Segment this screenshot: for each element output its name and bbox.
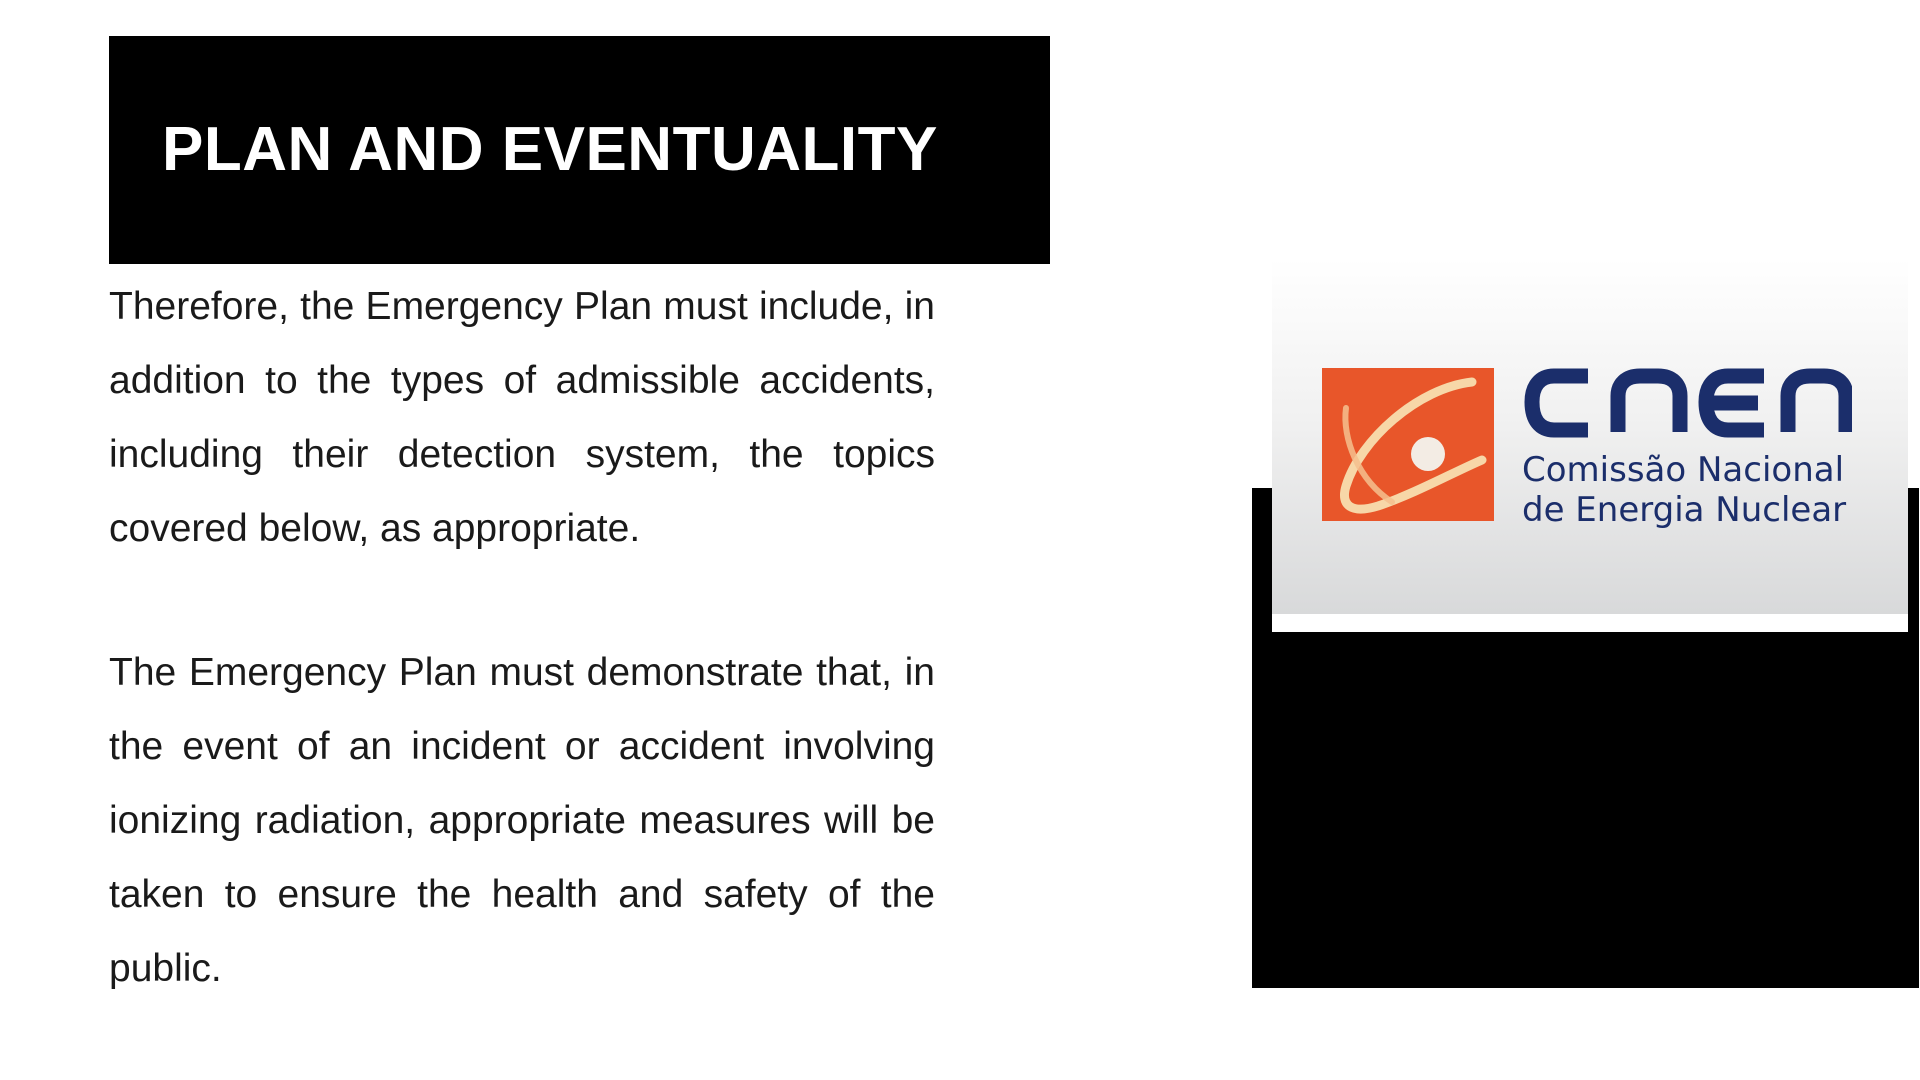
body-text [109, 270, 935, 1006]
logo-subtitle [1522, 450, 1846, 530]
logo-wordmark [1522, 356, 1852, 456]
logo-subtitle-line-2: de Energia Nuclear [1522, 490, 1847, 530]
paragraph-2: The Emergency Plan must demonstrate that, in the event of an incident or accident involving ionizing radiation, appropriate measures will be taken to ensure the health and safety of the public. [109, 651, 935, 990]
paragraph-1: Therefore, the Emergency Plan must include, in addition to the types of admissible accidents, including their detection system, the topics covered below, as appropriate. [109, 285, 935, 550]
logo-subtitle-line-1: Comissão Nacional [1522, 450, 1845, 490]
title-banner [109, 36, 1050, 264]
atom-icon [1322, 368, 1494, 521]
slide-title: PLAN AND EVENTUALITY [162, 115, 938, 184]
cnen-logo [1272, 258, 1908, 632]
